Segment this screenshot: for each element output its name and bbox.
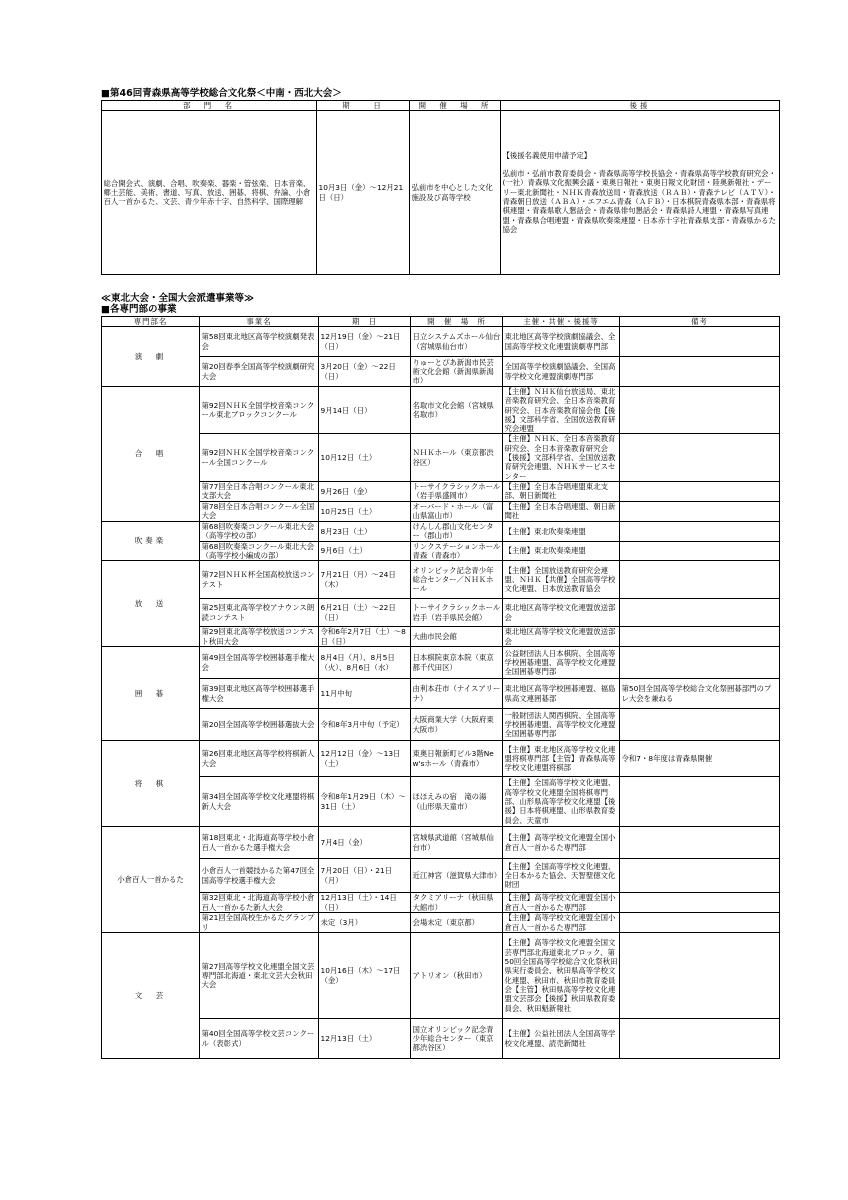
event-place: 宮城県武道館（宮城県仙台市） [411,827,503,859]
event-date: 8月23日（土） [319,521,411,541]
event-note [620,893,780,913]
event-note [620,777,780,827]
event-name: 第20回全国高等学校囲碁選抜大会 [200,709,319,741]
festival-header-row [102,101,780,111]
table-row [102,827,780,859]
col-header-date: 期 日 [319,317,411,327]
event-place: リンクステーションホール青森（青森市） [411,541,503,561]
event-org: 【主催】東北地区高等学校文化連盟将棋専門部【主管】青森県高等学校文化連盟将棋部 [503,741,620,777]
event-note [620,521,780,541]
col-header-org: 主催・共催・後援等 [503,317,620,327]
event-org: 【主催】全日本合唱連盟、朝日新聞社 [503,501,620,521]
bu-name: 文 芸 [102,933,200,1059]
table-row [102,561,780,599]
event-name: 第72回ＮＨＫ杯全国高校放送コンテスト [200,561,319,599]
event-date: 未定（3月） [319,913,411,933]
event-name: 小倉百人一首競技かるた第47回全国高等学校選手権大会 [200,859,319,893]
event-note [620,913,780,933]
col-header-date: 期 日 [317,101,410,111]
event-place: アトリオン（秋田市） [411,933,503,1019]
event-place: オーバード・ホール（富山県富山市） [411,501,503,521]
event-note: 令和7・8年度は青森県開催 [620,741,780,777]
event-org: 【主催】高等学校文化連盟全国小倉百人一首かるた専門部 [503,913,620,933]
table-row [102,521,780,541]
section1-heading: ■第46回青森県高等学校総合文化祭＜中南・西北大会＞ [101,88,342,99]
event-date: 6月21日（土）～22日（日） [319,599,411,627]
event-date: 8月4日（月）、8月5日（火）、8月6日（水） [319,647,411,679]
event-date: 令和8年3月中旬（予定） [319,709,411,741]
event-note [620,859,780,893]
table-row [102,481,780,501]
event-note [620,327,780,357]
event-org: 【主催】全国高等学校文化連盟、全日本かるた協会、天智聖徳文化財団 [503,859,620,893]
table-row [102,357,780,387]
table-row [102,893,780,913]
event-note [620,387,780,434]
events-table [101,316,780,1059]
event-place: 東奥日報新町ビル3階New'sホール（青森市） [411,741,503,777]
table-row [102,1019,780,1059]
bu-name: 吹奏楽 [102,521,200,560]
event-date: 令和8年1月29日（木）～31日（土） [319,777,411,827]
table-row [102,541,780,561]
event-org: 東北地区高等学校文化連盟放送部会 [503,627,620,647]
table-row [102,913,780,933]
event-name: 第39回東北地区高等学校囲碁選手権大会 [200,679,319,709]
section2-subheading: ■各専門部の事業 [101,304,177,315]
table-row [102,709,780,741]
festival-support-cell [501,111,780,275]
event-date: 7月4日（金） [319,827,411,859]
event-name: 第40回全国高等学校文芸コンクール（表彰式） [200,1019,319,1059]
event-org: 【主催】ＮＨＫ、全日本音楽教育研究会、全日本音楽教育研究会【後援】文部科学省、全国放送教育研究会連盟、ＮＨＫサービスセンター [503,434,620,481]
event-date: 12月12日（金）～13日（土） [319,741,411,777]
event-date: 10月12日（土） [319,434,411,481]
event-name: 第27回高等学校文化連盟全国文芸専門部北海道・東北文芸大会秋田大会 [200,933,319,1019]
event-name: 第25回東北高等学校アナウンス朗読コンテスト [200,599,319,627]
event-date: 9月14日（日） [319,387,411,434]
table-row [102,777,780,827]
event-date: 10月25日（土） [319,501,411,521]
event-note [620,357,780,387]
event-place: トーサイクラシックホール（岩手県盛岡市） [411,481,503,501]
event-note [620,599,780,627]
event-org: 【主催】東北吹奏楽連盟 [503,541,620,561]
event-date: 11月中旬 [319,679,411,709]
event-name: 第77回全日本合唱コンクール東北支部大会 [200,481,319,501]
event-org: 【主催】高等学校文化連盟全国小倉百人一首かるた専門部 [503,893,620,913]
table-row [102,647,780,679]
table-row [102,859,780,893]
event-org: 【主催】公益社団法人全国高等学校文化連盟、読売新聞社 [503,1019,620,1059]
events-header-row [102,317,780,327]
col-header-place: 開 催 場 所 [411,317,503,327]
event-note [620,627,780,647]
event-name: 第68回吹奏楽コンクール東北大会（高等学校の部） [200,521,319,541]
event-place: 大阪商業大学（大阪府東大阪市） [411,709,503,741]
event-place: 名取市文化会館（宮城県名取市） [411,387,503,434]
event-org: 東北地区高等学校演劇協議会、全国高等学校文化連盟演劇専門部 [503,327,620,357]
event-org: 【主催】高等学校文化連盟全国小倉百人一首かるた専門部 [503,827,620,859]
event-name: 第29回東北高等学校放送コンテスト秋田大会 [200,627,319,647]
event-org: 一般財団法人関西棋院、全国高等学校囲碁連盟、高等学校文化連盟全国囲碁専門部 [503,709,620,741]
festival-date: 10月3日（金）～12月21日（日） [317,111,410,275]
festival-support-title: 【後援名義使用申請予定】 [502,150,592,160]
bu-name: 小倉百人一首かるた [102,827,200,933]
event-date: 令和6年2月7日（土）～8日（日） [319,627,411,647]
table-row [102,434,780,481]
event-org: 【主催】全国高等学校文化連盟、高等学校文化連盟全国将棋専門部、山形県高等学校文化連盟【後援】日本将棋連盟、山形県教育委員会、天童市 [503,777,620,827]
event-date: 9月26日（金） [319,481,411,501]
bu-name: 合 唱 [102,387,200,522]
col-header-place: 開 催 場 所 [410,101,501,111]
event-date: 12月13日（土） [319,1019,411,1059]
col-header-note: 備考 [620,317,780,327]
event-place: ほほえみの宿 滝の湯（山形県天童市） [411,777,503,827]
event-date: 7月20日（日）・21日（月） [319,859,411,893]
bu-name: 将 棋 [102,741,200,827]
event-org: 【主催】東北吹奏楽連盟 [503,521,620,541]
festival-bumon: 総合開会式、演劇、合唱、吹奏楽、器楽・管弦楽、日本音楽、郷土芸能、美術、書道、写真、放送、囲碁、将棋、弁論、小倉百人一首かるた、文芸、青少年赤十字、自然科学、国際理解 [102,111,317,275]
event-date: 7月21日（月）～24日（木） [319,561,411,599]
event-place: りゅーとぴあ新潟市民芸術文化会館（新潟県新潟市） [411,357,503,387]
event-name: 第68回吹奏楽コンクール東北大会（高等学校小編成の部） [200,541,319,561]
table-row [102,679,780,709]
event-note [620,933,780,1019]
bu-name: 放 送 [102,561,200,647]
event-name: 第49回全国高等学校囲碁選手権大会 [200,647,319,679]
bu-name: 演 劇 [102,327,200,387]
bu-name: 囲 碁 [102,647,200,741]
event-place: 近江神宮（滋賀県大津市） [411,859,503,893]
event-name: 第78回全日本合唱コンクール全国大会 [200,501,319,521]
event-note [620,1019,780,1059]
col-header-bumon: 部 門 名 [102,101,317,111]
event-date: 10月16日（木）～17日（金） [319,933,411,1019]
col-header-bu: 専門部名 [102,317,200,327]
event-place: けんしん郡山文化センター（郡山市） [411,521,503,541]
event-org: 東北地区高等学校文化連盟放送部会 [503,599,620,627]
event-name: 第58回東北地区高等学校演劇発表会 [200,327,319,357]
event-place: 由利本荘市（ナイスアリーナ） [411,679,503,709]
event-org: 【主催】全国放送教育研究会連盟、ＮＨＫ【共催】全国高等学校文化連盟、日本放送教育協会 [503,561,620,599]
event-note [620,827,780,859]
table-row [102,627,780,647]
event-note [620,481,780,501]
event-place: 大曲市民会館 [411,627,503,647]
event-place: オリンピック記念青少年総合センター／ＮＨＫホール [411,561,503,599]
event-org: 東北地区高等学校囲碁連盟、福島県高文連囲碁部 [503,679,620,709]
table-row [102,741,780,777]
event-place: 国立オリンピック記念青少年総合センター（東京都渋谷区） [411,1019,503,1059]
event-date: 12月19日（金）～21日（日） [319,327,411,357]
event-name: 第34回全国高等学校文化連盟将棋新人大会 [200,777,319,827]
event-name: 第32回東北・北海道高等学校小倉百人一首かるた新人大会 [200,893,319,913]
event-org: 全国高等学校演劇協議会、全国高等学校文化連盟演劇専門部 [503,357,620,387]
event-name: 第26回東北地区高等学校将棋新人大会 [200,741,319,777]
event-place: ＮＨＫホール（東京都渋谷区） [411,434,503,481]
event-note: 第50回全国高等学校総合文化祭囲碁部門のプレ大会を兼ねる [620,679,780,709]
table-row [102,327,780,357]
event-name: 第18回東北・北海道高等学校小倉百人一首かるた選手権大会 [200,827,319,859]
col-header-support: 後援 [501,101,780,111]
table-row [102,501,780,521]
event-note [620,647,780,679]
event-org: 【主催】高等学校文化連盟全国文芸専門部北海道東北ブロック、第50回全国高等学校総合文化祭秋田県実行委員会、秋田県高等学校文化連盟、秋田市、秋田市教育委員会【主管】秋田県高等学校文化連盟文芸部会【後援】秋田県教育委員会、秋田魁新報社 [503,933,620,1019]
event-date: 9月6日（土） [319,541,411,561]
document-page [101,88,779,1059]
festival-place: 弘前市を中心とした文化施設及び高等学校 [410,111,501,275]
event-date: 3月20日（金）～22日（日） [319,357,411,387]
section2-heading: ≪東北大会・全国大会派遣事業等≫ [101,293,254,304]
event-name: 第92回ＮＨＫ全国学校音楽コンクール東北ブロックコンクール [200,387,319,434]
col-header-event: 事業名 [200,317,319,327]
event-note [620,434,780,481]
festival-table [101,100,780,275]
event-note [620,541,780,561]
event-note [620,709,780,741]
event-name: 第21回全国高校生かるたグランプリ [200,913,319,933]
event-place: トーサイクラシックホール岩手（岩手県民会館） [411,599,503,627]
event-name: 第20回春季全国高等学校演劇研究大会 [200,357,319,387]
table-row [102,599,780,627]
event-place: 会場未定（東京都） [411,913,503,933]
event-org: 公益財団法人日本棋院、全国高等学校囲碁連盟、高等学校文化連盟全国囲碁専門部 [503,647,620,679]
event-place: 日立システムズホール仙台（宮城県仙台市） [411,327,503,357]
event-note [620,501,780,521]
event-place: 日本棋院東京本院（東京都千代田区） [411,647,503,679]
event-name: 第92回ＮＨＫ全国学校音楽コンクール全国コンクール [200,434,319,481]
table-row [102,933,780,1019]
event-org: 【主催】ＮＨＫ仙台放送局、東北音楽教育研究会、全日本音楽教育研究会、日本音楽教育協会他【後援】文部科学省、全国放送教育研究会連盟 [503,387,620,434]
festival-support-list: 弘前市・弘前市教育委員会・青森県高等学校長協会・青森県高等学校教育研究会・(一社）青森県文化振興会議・東奥日報社・東奥日報文化財団・陸奥新報社・デーリー東北新聞社・ＮＨＫ青森放送局・青森放送（ＲＡＢ）・青森テレビ（ＡＴＶ）・青森朝日放送（ＡＢＡ）・エフエム青森（ＡＦＢ）・日本棋院青森県本部・青森県将棋連盟・青森県歌人懇話会・青森県俳句懇話会・青森県詩人連盟・青森県写真連盟・青森県合唱連盟・青森県吹奏楽連盟・日本赤十字社青森県支部・青森県かるた協会 [502,169,776,234]
table-row [102,387,780,434]
festival-row [102,111,780,275]
event-note [620,561,780,599]
event-date: 12月13日（土）・14日（日） [319,893,411,913]
event-org: 【主催】全日本合唱連盟東北支部、朝日新聞社 [503,481,620,501]
event-place: タクミアリーナ（秋田県大館市） [411,893,503,913]
